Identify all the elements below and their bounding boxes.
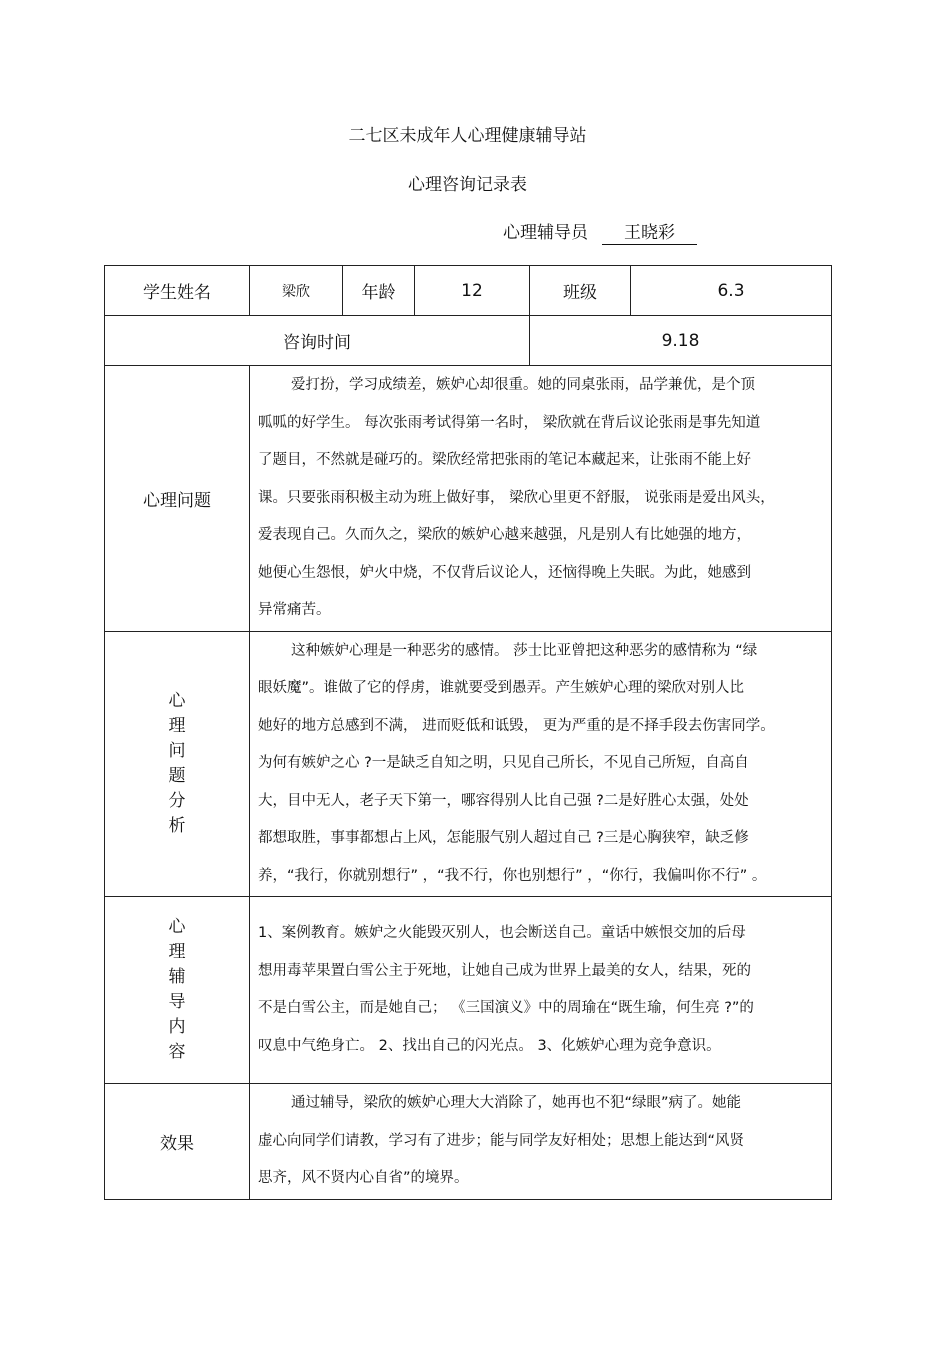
- analysis-label-char: 理: [168, 715, 186, 736]
- analysis-line: 为何有嫉妒之心 ?一是缺乏自知之明，只见自己所长，不见自己所短，自高自: [258, 755, 749, 771]
- form-title: 心理咨询记录表: [408, 175, 527, 195]
- guidance-line: 叹息中气绝身亡。 2、找出自己的闪光点。 3、化嫉妒心理为竞争意识。: [258, 1037, 721, 1054]
- guidance-label-char: 理: [168, 942, 186, 962]
- analysis-label-char: 题: [168, 765, 186, 786]
- problem-line: 课。只要张雨积极主动为班上做好事， 梁欣心里更不舒服， 说张雨是爱出风头，: [258, 489, 775, 506]
- counselor-line: [503, 218, 697, 245]
- problem-line: 爱表现自己。久而久之，梁欣的嫉妒心越来越强，凡是别人有比她强的地方，: [258, 527, 751, 543]
- record-table: [104, 265, 832, 1200]
- problem-line: 呱呱的好学生。 每次张雨考试得第一名时， 梁欣就在背后议论张雨是事先知道: [258, 414, 761, 431]
- name-label: 学生姓名: [105, 266, 250, 316]
- analysis-label-char: 心: [168, 690, 186, 711]
- age-label: 年龄: [343, 266, 415, 316]
- analysis-line: 眼妖魔”。谁做了它的俘虏，谁就要受到愚弄。产生嫉妒心理的梁欣对别人比: [258, 680, 745, 696]
- analysis-line: 养，“我行，你就别想行” ，“我不行，你也别想行” ，“你行，我偏叫你不行” 。: [258, 867, 767, 884]
- counselor-label: 心理辅导员: [503, 223, 588, 243]
- effect-line: 通过辅导，梁欣的嫉妒心理大大消除了，她再也不犯“绿眼”病了。她能: [291, 1095, 742, 1111]
- guidance-label-char: 心: [168, 917, 186, 937]
- time-value: 9.18: [530, 316, 832, 366]
- analysis-label-char: 析: [168, 815, 186, 836]
- guidance-line: 不是白雪公主，而是她自己； 《三国演义》中的周瑜在“既生瑜，何生亮 ?”的: [258, 1000, 754, 1016]
- analysis-line: 这种嫉妒心理是一种恶劣的感情。 莎士比亚曾把这种恶劣的感情称为 “绿: [291, 642, 758, 659]
- guidance-label: [105, 897, 250, 1084]
- guidance-line: 想用毒苹果置白雪公主于死地，让她自己成为世界上最美的女人，结果，死的: [258, 962, 751, 979]
- effect-row: [105, 1084, 832, 1200]
- problem-row: [105, 366, 832, 632]
- guidance-line: 1、案例教育。嫉妒之火能毁灭别人，也会断送自己。童话中嫉恨交加的后母: [258, 925, 746, 941]
- time-label: 咨询时间: [105, 316, 530, 366]
- analysis-label-char: 分: [168, 790, 186, 811]
- student-info-row: [105, 266, 832, 316]
- station-title: 二七区未成年人心理健康辅导站: [348, 126, 587, 146]
- guidance-content: [250, 897, 832, 1084]
- analysis-line: 她好的地方总感到不满， 进而贬低和诋毁， 更为严重的是不择手段去伤害同学。: [258, 717, 775, 734]
- problem-line: 她便心生怨恨，妒火中烧，不仅背后议论人，还恼得晚上失眠。为此，她感到: [258, 564, 751, 581]
- time-row: [105, 316, 832, 366]
- analysis-content: [250, 631, 832, 897]
- age-value: 12: [415, 266, 530, 316]
- analysis-line: 都想取胜，事事都想占上风，怎能服气别人超过自己 ?三是心胸狭窄，缺乏修: [258, 830, 749, 846]
- guidance-row: [105, 897, 832, 1084]
- effect-line: 虚心向同学们请教，学习有了进步；能与同学友好相处；思想上能达到“风贤: [258, 1132, 745, 1149]
- effect-label: 效果: [105, 1084, 250, 1200]
- analysis-label-char: 问: [168, 740, 186, 761]
- problem-content: [250, 366, 832, 632]
- guidance-label-char: 辅: [168, 967, 186, 987]
- class-value: 6.3: [631, 266, 832, 316]
- problem-line: 爱打扮，学习成绩差，嫉妒心却很重。她的同桌张雨，品学兼优，是个顶: [291, 377, 755, 393]
- problem-line: 了题目，不然就是碰巧的。梁欣经常把张雨的笔记本藏起来，让张雨不能上好: [258, 452, 751, 468]
- class-label: 班级: [530, 266, 631, 316]
- guidance-label-char: 内: [168, 1017, 186, 1037]
- guidance-label-char: 导: [168, 992, 186, 1012]
- problem-line: 异常痛苦。: [258, 602, 331, 618]
- problem-label: 心理问题: [105, 366, 250, 632]
- name-value: 梁欣: [250, 266, 343, 316]
- analysis-row: [105, 631, 832, 897]
- guidance-label-char: 容: [168, 1042, 186, 1062]
- analysis-line: 大，目中无人，老子天下第一，哪容得别人比自己强 ?二是好胜心太强，处处: [258, 792, 749, 809]
- counselor-name: 王晓彩: [602, 218, 697, 245]
- effect-line: 思齐，风不贤内心自省”的境界。: [258, 1170, 469, 1186]
- effect-content: [250, 1084, 832, 1200]
- analysis-label: [105, 631, 250, 897]
